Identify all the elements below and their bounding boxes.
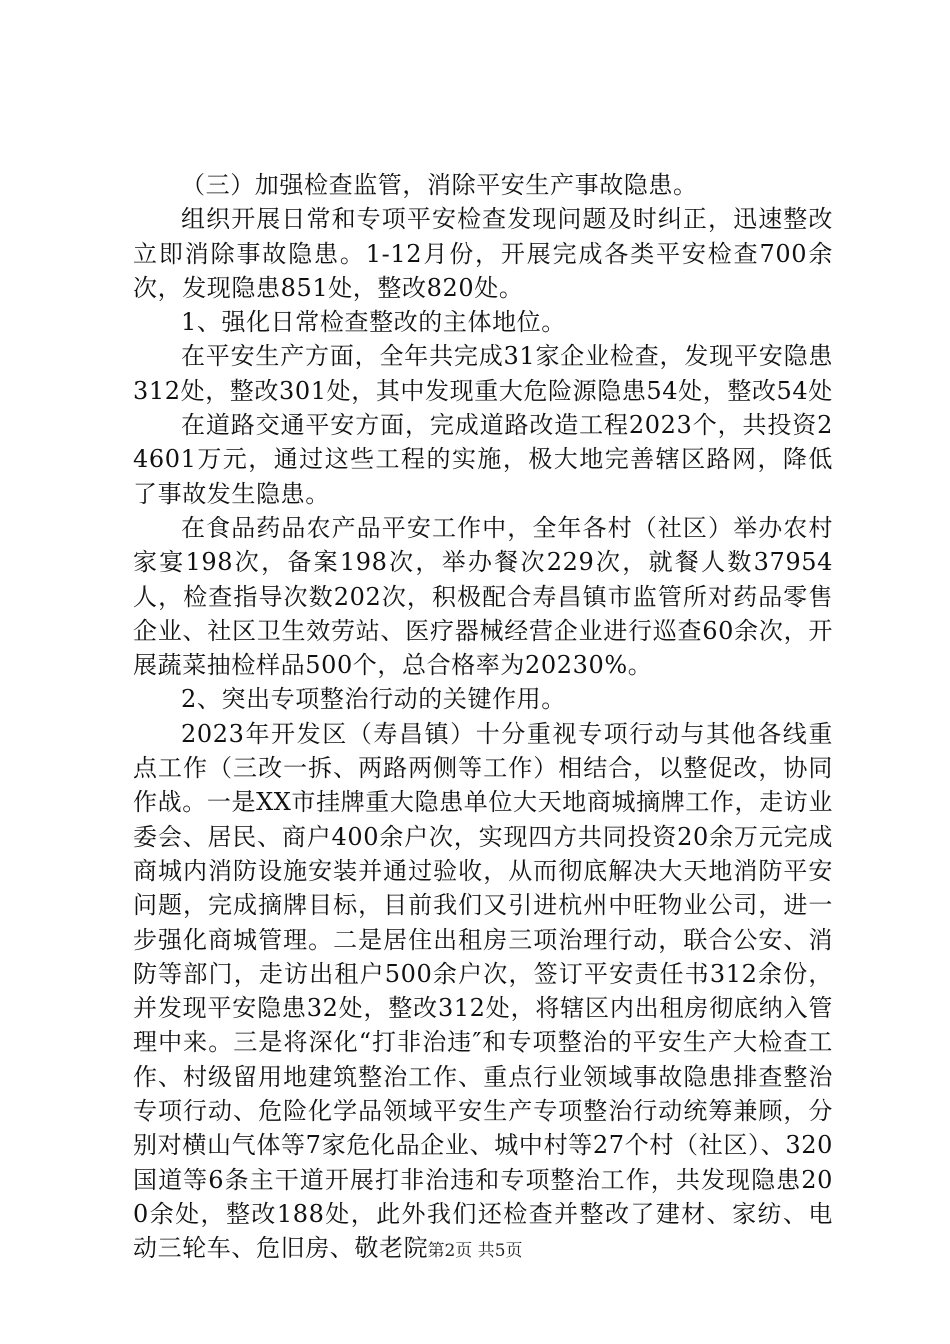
document-body: [133, 168, 833, 1266]
body-paragraph: 2023年开发区（寿昌镇）十分重视专项行动与其他各线重点工作（三改一拆、两路两侧等工作）相结合，以整促改，协同作战。一是XX市挂牌重大隐患单位大天地商城摘牌工作，走访业委会、居民、商户400余户次，实现四方共同投资20余万元完成商城内消防设施安装并通过验收，从而彻底解决大天地消防平安问题，完成摘牌目标，目前我们又引进杭州中旺物业公司，进一步强化商城管理。二是居住出租房三项治理行动，联合公安、消防等部门，走访出租户500余户次，签订平安责任书312余份，并发现平安隐患32处，整改312处，将辖区内出租房彻底纳入管理中来。三是将深化“打非治违″和专项整治的平安生产大检查工作、村级留用地建筑整治工作、重点行业领域事故隐患排查整治专项行动、危险化学品领域平安生产专项整治行动统筹兼顾，分别对横山气体等7家危化品企业、城中村等27个村（社区）、320国道等6条主干道开展打非治违和专项整治工作，共发现隐患200余处，整改188处，此外我们还检查并整改了建材、家纺、电动三轮车、危旧房、敬老院: [133, 719, 833, 1263]
page-number-footer: 第2页 共5页: [427, 1241, 523, 1261]
subsection-heading: 2、突出专项整治行动的关键作用。: [181, 685, 566, 714]
section-heading: （三）加强检查监管，消除平安生产事故隐患。: [181, 171, 698, 199]
body-paragraph: 组织开展日常和专项平安检查发现问题及时纠正，迅速整改立即消除事故隐患。1-12月份，开展完成各类平安检查700余次，发现隐患851处，整改820处。: [133, 205, 833, 302]
body-paragraph: 在平安生产方面，全年共完成31家企业检查，发现平安隐患312处，整改301处，其中发现重大危险源隐患54处，整改54处: [133, 342, 833, 405]
body-paragraph: 在道路交通平安方面，完成道路改造工程2023个，共投资24601万元，通过这些工程的实施，极大地完善辖区路网，降低了事故发生隐患。: [133, 411, 833, 508]
body-paragraph: 在食品药品农产品平安工作中，全年各村（社区）举办农村家宴198次，备案198次，举办餐次229次，就餐人数37954人，检查指导次数202次，积极配合寿昌镇市监管所对药品零售企业、社区卫生效劳站、医疗器械经营企业进行巡查60余次，开展蔬菜抽检样品500个，总合格率为20230%。: [133, 513, 833, 680]
subsection-heading: 1、强化日常检查整改的主体地位。: [181, 308, 566, 337]
